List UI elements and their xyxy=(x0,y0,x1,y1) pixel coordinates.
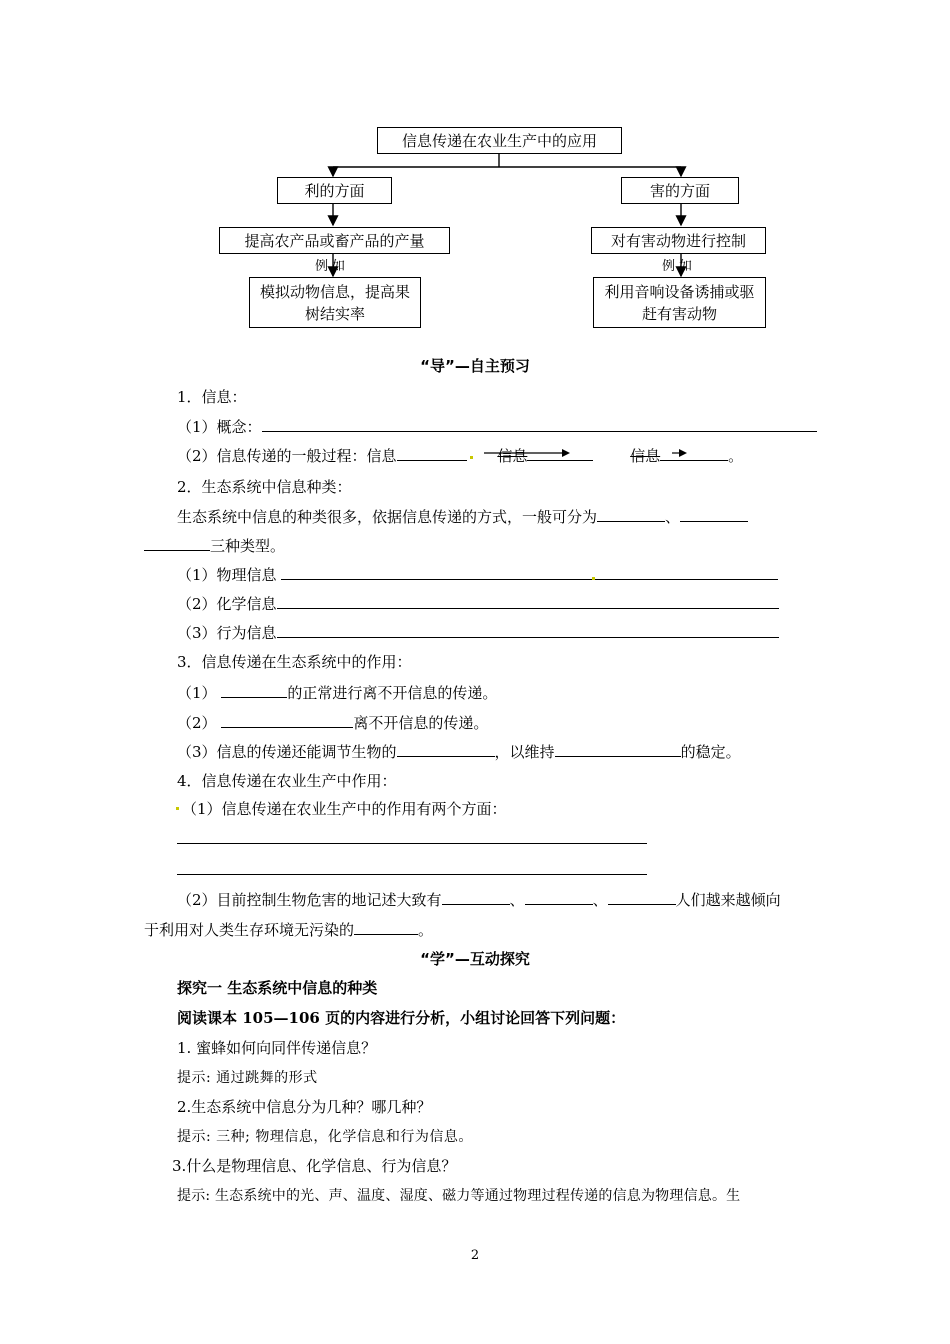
qa-question-1: 1. 蜜蜂如何向同伴传递信息？ xyxy=(177,1039,377,1057)
q2-text-line2 xyxy=(144,534,285,556)
q3-heading: 3．信息传递在生态系统中的作用： xyxy=(177,653,412,671)
qa-answer-2: 提示: 三种; 物理信息，化学信息和行为信息。 xyxy=(177,1129,473,1145)
diagram-left-branch-box xyxy=(277,177,392,204)
diagram-left-branch-label: 利的方面 xyxy=(304,181,365,200)
q3-2-blank[interactable] xyxy=(221,711,353,728)
q2-text: 生态系统中信息的种类很多，依据信息传递的方式，一般可分为 xyxy=(177,508,598,526)
diagram-right-action-box xyxy=(591,227,766,254)
q1-1-label: （1）概念： xyxy=(177,418,262,436)
q3-2-label: （2） xyxy=(177,714,217,732)
q4-1-blank-2[interactable] xyxy=(177,874,647,875)
stray-mark xyxy=(176,807,179,810)
q4-2-end: 。 xyxy=(418,921,434,939)
q2-3-label: （3）行为信息 xyxy=(177,624,277,642)
diagram-left-example-text: 模拟动物信息，提高果树结实率 xyxy=(259,282,410,323)
qa-answer-3: 提示: 生态系统中的光、声、温度、湿度、磁力等通过物理过程传递的信息为物理信息。生 xyxy=(177,1188,741,1204)
q2-2-label: （2）化学信息 xyxy=(177,595,277,613)
q2-1-blank[interactable] xyxy=(281,563,778,580)
q4-heading: 4．信息传递在农业生产中作用： xyxy=(177,772,397,790)
diagram-right-example-box xyxy=(593,277,766,328)
q4-2-label: （2）目前控制生物危害的地记述大致有 xyxy=(177,891,442,909)
q2-3-blank[interactable] xyxy=(277,621,779,638)
q4-1-line: （1）信息传递在农业生产中的作用有两个方面： xyxy=(182,800,507,818)
q3-1-blank[interactable] xyxy=(221,681,287,698)
q3-2-line xyxy=(177,711,488,733)
stray-mark xyxy=(592,577,595,580)
qa-question-2: 2.生态系统中信息分为几种？哪几种？ xyxy=(177,1098,432,1116)
q2-2-line xyxy=(177,592,779,614)
q4-2-sep-1: 、 xyxy=(509,891,525,909)
q1-2-arrows xyxy=(480,446,690,460)
diagram-left-action-label: 提高农产品或畜产品的产量 xyxy=(244,231,425,250)
diagram-right-action-label: 对有害动物进行控制 xyxy=(610,231,746,250)
q2-blank-1[interactable] xyxy=(597,505,665,522)
q2-3-line xyxy=(177,621,779,643)
q1-2-blank-1[interactable] xyxy=(397,444,467,461)
q4-2-blank-3[interactable] xyxy=(608,888,676,905)
q2-blank-3[interactable] xyxy=(144,534,210,551)
q4-2-line2-text: 于利用对人类生存环境无污染的 xyxy=(144,921,355,939)
qa-question-3: 3.什么是物理信息、化学信息、行为信息？ xyxy=(172,1157,457,1175)
q2-heading: 2．生态系统中信息种类： xyxy=(177,478,352,496)
diagram-right-example-label: 例 如 xyxy=(662,259,693,274)
q3-1-line xyxy=(177,681,497,703)
diagram-root-label: 信息传递在农业生产中的应用 xyxy=(401,131,597,150)
q1-2-info-2: 信息 xyxy=(497,447,528,465)
q2-sep: 、 xyxy=(665,508,681,526)
q4-1-blank-1[interactable] xyxy=(177,843,647,844)
diagram-left-action-box xyxy=(219,227,450,254)
q3-3-line xyxy=(177,740,741,762)
q1-2-label: （2）信息传递的一般过程：信息 xyxy=(177,447,397,465)
q4-2-blank-4[interactable] xyxy=(354,918,418,935)
q3-3-mid: ，以维持 xyxy=(494,743,555,761)
q3-3-blank-1[interactable] xyxy=(397,740,495,757)
stray-mark xyxy=(470,456,473,459)
q1-2-info-3: 信息 xyxy=(630,447,661,465)
explore1-instruction: 阅读课本 105—106 页的内容进行分析，小组讨论回答下列问题： xyxy=(177,1009,626,1027)
q4-2-sep-2: 、 xyxy=(592,891,608,909)
section1-title: “导”—自主预习 xyxy=(420,357,530,375)
q4-2-line1 xyxy=(177,888,781,910)
page-number: 2 xyxy=(470,1248,480,1263)
q2-blank-2[interactable] xyxy=(680,505,748,522)
q4-2-blank-1[interactable] xyxy=(442,888,510,905)
q4-2-line2 xyxy=(144,918,433,940)
q3-3-label: （3）信息的传递还能调节生物的 xyxy=(177,743,397,761)
q2-text-line1 xyxy=(177,505,748,527)
diagram-right-example-text: 利用音响设备诱捕或驱赶有害动物 xyxy=(604,282,755,323)
diagram-left-example-box xyxy=(249,277,421,328)
q1-heading: 1．信息： xyxy=(177,388,247,406)
diagram-right-branch-label: 害的方面 xyxy=(649,181,710,200)
q4-2-blank-2[interactable] xyxy=(525,888,593,905)
q2-1-label: （1）物理信息 xyxy=(177,566,277,584)
q2-1-line xyxy=(177,563,778,585)
diagram-connectors xyxy=(0,0,950,340)
q1-1-blank[interactable] xyxy=(262,415,817,432)
explore1-heading: 探究一 生态系统中信息的种类 xyxy=(177,979,378,997)
section2-title: “学”—互动探究 xyxy=(420,950,530,968)
q3-1-label: （1） xyxy=(177,684,217,702)
diagram-right-branch-box xyxy=(621,177,739,204)
qa-answer-1: 提示: 通过跳舞的形式 xyxy=(177,1070,318,1086)
q3-3-suffix: 的稳定。 xyxy=(680,743,741,761)
q3-1-suffix: 的正常进行离不开信息的传递。 xyxy=(287,684,498,702)
q1-1-line xyxy=(177,415,817,437)
diagram-root-box xyxy=(377,127,622,154)
q3-3-blank-2[interactable] xyxy=(555,740,681,757)
q4-2-mid: 人们越来越倾向 xyxy=(675,891,781,909)
q1-2-end: 。 xyxy=(728,447,744,465)
diagram-left-example-label: 例 如 xyxy=(315,259,346,274)
q2-2-blank[interactable] xyxy=(277,592,779,609)
q2-end: 三种类型。 xyxy=(210,537,286,555)
q3-2-suffix: 离不开信息的传递。 xyxy=(353,714,489,732)
